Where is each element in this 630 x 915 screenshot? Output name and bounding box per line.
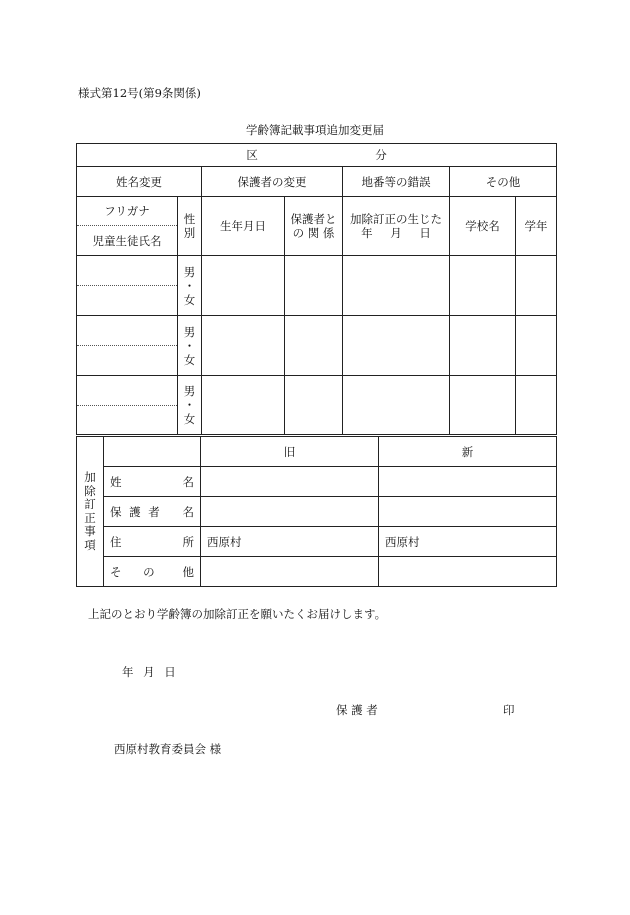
- grade-field-1[interactable]: [516, 256, 557, 316]
- sex-header: [178, 197, 202, 256]
- amendment-row-label-name: 姓 名: [104, 467, 201, 497]
- guardian-label: 保 護 者: [336, 703, 378, 717]
- amendment-label: [77, 437, 104, 587]
- sex-male: 男: [183, 264, 196, 279]
- form-code: 様式第12号(第9条関係): [78, 86, 201, 100]
- grade-field-2[interactable]: [516, 316, 557, 376]
- date-line[interactable]: 年 月 日: [122, 665, 176, 679]
- birthdate-header: 生年月日: [202, 197, 285, 256]
- relation-header-line2: の 関 係: [292, 226, 335, 240]
- furigana-field-1[interactable]: [77, 256, 178, 286]
- seal-label: 印: [503, 703, 515, 717]
- child-name-header: 児童生徒氏名: [77, 226, 178, 256]
- reason-header-line1: 加除訂正の生じた: [350, 212, 442, 226]
- category-address-error: 地番等の錯誤: [343, 167, 450, 197]
- new-address-field[interactable]: 西原村: [379, 527, 557, 557]
- birthdate-field-2[interactable]: [202, 316, 285, 376]
- sex-field-2[interactable]: [178, 316, 202, 376]
- category-name-change: 姓名変更: [77, 167, 202, 197]
- category-other: その他: [450, 167, 557, 197]
- sex-female: 女: [183, 292, 196, 307]
- category-guardian-change: 保護者の変更: [202, 167, 343, 197]
- amendment-row-label-other: そ の 他: [104, 557, 201, 587]
- amendment-label-text: 加 除 訂 正 事 項: [84, 470, 96, 552]
- birthdate-field-3[interactable]: [202, 376, 285, 435]
- sex-dot: ・: [183, 398, 196, 412]
- old-header: 旧: [201, 437, 379, 467]
- grade-field-3[interactable]: [516, 376, 557, 435]
- reason-date-field-2[interactable]: [343, 316, 450, 376]
- sex-field-3[interactable]: [178, 376, 202, 435]
- sex-male: 男: [183, 324, 196, 339]
- addressee: 西原村教育委員会 様: [114, 742, 222, 756]
- old-name-field[interactable]: [201, 467, 379, 497]
- school-header: 学校名: [450, 197, 516, 256]
- school-field-1[interactable]: [450, 256, 516, 316]
- statement-text: 上記のとおり学齢簿の加除訂正を願いたくお届けします。: [88, 607, 387, 621]
- old-guardian-field[interactable]: [201, 497, 379, 527]
- category-header: [77, 144, 557, 167]
- relation-field-2[interactable]: [285, 316, 343, 376]
- sex-header-top: 性: [183, 212, 196, 226]
- furigana-header: フリガナ: [77, 197, 178, 226]
- sex-header-bottom: 別: [183, 226, 196, 240]
- child-name-field-1[interactable]: [77, 286, 178, 316]
- sex-female: 女: [183, 412, 196, 426]
- relation-field-3[interactable]: [285, 376, 343, 435]
- school-field-3[interactable]: [450, 376, 516, 435]
- relation-field-1[interactable]: [285, 256, 343, 316]
- child-name-field-3[interactable]: [77, 406, 178, 435]
- reason-header-line2: 年 月 日: [361, 226, 431, 240]
- grade-header: 学年: [516, 197, 557, 256]
- birthdate-field-1[interactable]: [202, 256, 285, 316]
- reason-date-field-1[interactable]: [343, 256, 450, 316]
- sex-field-1[interactable]: [178, 256, 202, 316]
- category-header-left: 区: [246, 148, 258, 162]
- new-name-field[interactable]: [379, 467, 557, 497]
- reason-date-header: [343, 197, 450, 256]
- sex-female: 女: [183, 352, 196, 367]
- amendment-row-label-address: 住 所: [104, 527, 201, 557]
- amendment-table: [76, 436, 557, 587]
- category-header-right: 分: [375, 148, 387, 162]
- furigana-field-3[interactable]: [77, 376, 178, 406]
- school-field-2[interactable]: [450, 316, 516, 376]
- sex-dot: ・: [183, 278, 196, 293]
- document-title: 学齢簿記載事項追加変更届: [246, 123, 384, 137]
- old-address-field[interactable]: 西原村: [201, 527, 379, 557]
- amendment-row-label-guardian: 保 護 者 名: [104, 497, 201, 527]
- relation-header: [285, 197, 343, 256]
- new-header: 新: [379, 437, 557, 467]
- relation-header-line1: 保護者と: [290, 212, 337, 226]
- child-name-field-2[interactable]: [77, 346, 178, 376]
- sex-dot: ・: [183, 338, 196, 353]
- new-other-field[interactable]: [379, 557, 557, 587]
- new-guardian-field[interactable]: [379, 497, 557, 527]
- sex-male: 男: [183, 384, 196, 398]
- amendment-header-blank: [104, 437, 201, 467]
- registration-table: [76, 143, 557, 435]
- old-other-field[interactable]: [201, 557, 379, 587]
- reason-date-field-3[interactable]: [343, 376, 450, 435]
- furigana-field-2[interactable]: [77, 316, 178, 346]
